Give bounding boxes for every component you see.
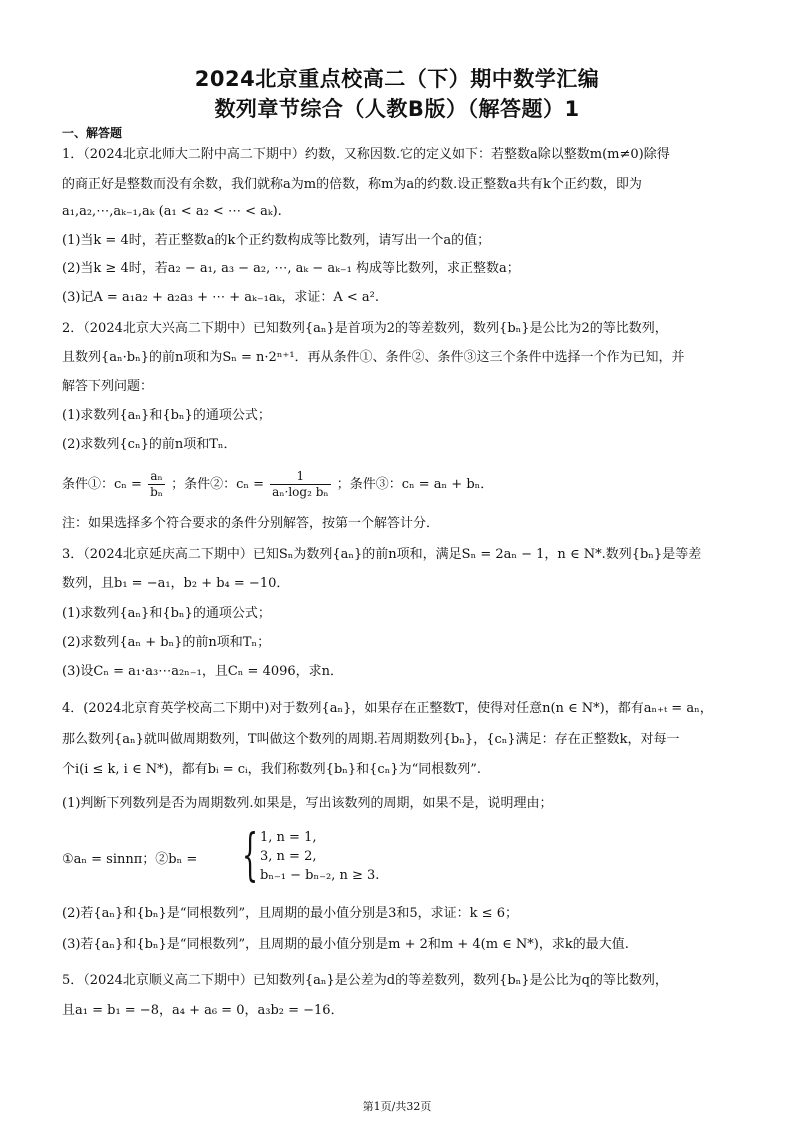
- problem-2-part1: (1)求数列{aₙ}和{bₙ}的通项公式；: [62, 408, 271, 423]
- problem-2-part2: (2)求数列{cₙ}的前n项和Tₙ．: [62, 437, 237, 452]
- problem-1-part2: (2)当k ≥ 4时，若a₂ − a₁, a₃ − a₂, ⋯, aₖ − aₖ₋₁ 构成等比数列，求正整数a；: [62, 261, 520, 276]
- problem-5-line2: 且a₁ = b₁ = −8，a₄ + a₆ = 0，a₃b₂ = −16．: [62, 1003, 344, 1018]
- piecewise-label: ①aₙ = sinnπ；②bₙ =: [62, 852, 198, 867]
- condition-1-numerator: aₙ: [148, 469, 165, 485]
- piecewise-case-1: 1, n = 1,: [260, 830, 317, 845]
- page-footer: 第1页/共32页: [362, 1100, 432, 1113]
- problem-1-part3: (3)记A = a₁a₂ + a₂a₃ + ⋯ + aₖ₋₁aₖ，求证：A < a².: [62, 290, 379, 305]
- condition-2-denominator: aₙ·log₂ bₙ: [272, 485, 329, 499]
- section-heading: 一、解答题: [62, 126, 123, 140]
- problem-4-piecewise: [62, 823, 462, 888]
- piecewise-case-2: 3, n = 2,: [260, 849, 317, 864]
- problem-4-part3: (3)若{aₙ}和{bₙ}是“同根数列”，且周期的最小值分别是m + 2和m + 4(m ∈ N*)，求k的最大值.: [62, 937, 629, 952]
- problem-4-line1: 4．(2024北京育英学校高二下期中)对于数列{aₙ}，如果存在正整数T，使得对任意n(n ∈ N*)，都有aₙ₊ₜ = aₙ，: [62, 701, 713, 716]
- problem-1-line3: a₁,a₂,⋯,aₖ₋₁,aₖ (a₁ < a₂ < ⋯ < aₖ).: [62, 204, 282, 219]
- problem-2-conditions: [62, 468, 734, 502]
- condition-1-denominator: bₙ: [150, 485, 163, 499]
- problem-2-line3: 解答下列问题：: [62, 379, 154, 394]
- document-title-line2: 数列章节综合（人教B版）（解答题）1: [214, 97, 580, 121]
- problem-2-note: 注：如果选择多个符合要求的条件分别解答，按第一个解答计分．: [62, 516, 440, 531]
- problem-2-line2: 且数列{aₙ·bₙ}的前n项和为Sₙ = n·2ⁿ⁺¹．再从条件①、条件②、条件③这三个条件中选择一个作为已知，并: [62, 350, 685, 365]
- problem-3-part1: (1)求数列{aₙ}和{bₙ}的通项公式；: [62, 606, 271, 621]
- problem-4-line3: 个i(i ≤ k, i ∈ N*)，都有bᵢ = cᵢ，我们称数列{bₙ}和{cₙ}为“同根数列”.: [62, 762, 482, 777]
- condition-3-text: ；条件③：cₙ = aₙ + bₙ．: [336, 477, 494, 492]
- condition-1-label: 条件①：cₙ =: [62, 477, 142, 492]
- condition-1-fraction: [148, 469, 165, 500]
- piecewise-case-3: bₙ₋₁ − bₙ₋₂, n ≥ 3.: [260, 868, 380, 883]
- problem-1-line2: 的商正好是整数而没有余数，我们就称a为m的倍数，称m为a的约数.设正整数a共有k个正约数，即为: [62, 177, 642, 192]
- problem-2-line1: 2．（2024北京大兴高二下期中）已知数列{aₙ}是首项为2的等差数列，数列{bₙ}是公比为2的等比数列，: [62, 321, 668, 336]
- document-title-line1: 2024北京重点校高二（下）期中数学汇编: [194, 67, 600, 91]
- problem-3-line2: 数列，且b₁ = −a₁，b₂ + b₄ = −10．: [62, 576, 290, 591]
- problem-4-part1: (1)判断下列数列是否为周期数列.如果是，写出该数列的周期，如果不是，说明理由；: [62, 796, 553, 811]
- problem-5-line1: 5．（2024北京顺义高二下期中）已知数列{aₙ}是公差为d的等差数列，数列{bₙ}是公比为q的等比数列，: [62, 973, 668, 988]
- left-brace: {: [242, 823, 259, 888]
- condition-2-fraction: [270, 469, 330, 500]
- problem-3-part3: (3)设Cₙ = a₁·a₃⋯a₂ₙ₋₁，且Cₙ = 4096，求n．: [62, 664, 344, 679]
- condition-2-label: ；条件②：cₙ =: [171, 477, 265, 492]
- problem-3-line1: 3．（2024北京延庆高二下期中）已知Sₙ为数列{aₙ}的前n项和，满足Sₙ = 2aₙ − 1，n ∈ N*.数列{bₙ}是等差: [62, 547, 702, 562]
- problem-1-line1: 1．（2024北京北师大二附中高二下期中）约数，又称因数.它的定义如下：若整数a除以整数m(m≠0)除得: [62, 147, 670, 162]
- problem-1-part1: (1)当k = 4时，若正整数a的k个正约数构成等比数列，请写出一个a的值；: [62, 233, 491, 248]
- problem-3-part2: (2)求数列{aₙ + bₙ}的前n项和Tₙ；: [62, 635, 271, 650]
- problem-4-line2: 那么数列{aₙ}就叫做周期数列，T叫做这个数列的周期.若周期数列{bₙ}，{cₙ}满足：存在正整数k，对每一: [62, 732, 680, 747]
- condition-2-numerator: 1: [270, 469, 330, 485]
- problem-4-part2: (2)若{aₙ}和{bₙ}是“同根数列”，且周期的最小值分别是3和5，求证：k ≤ 6；: [62, 906, 518, 921]
